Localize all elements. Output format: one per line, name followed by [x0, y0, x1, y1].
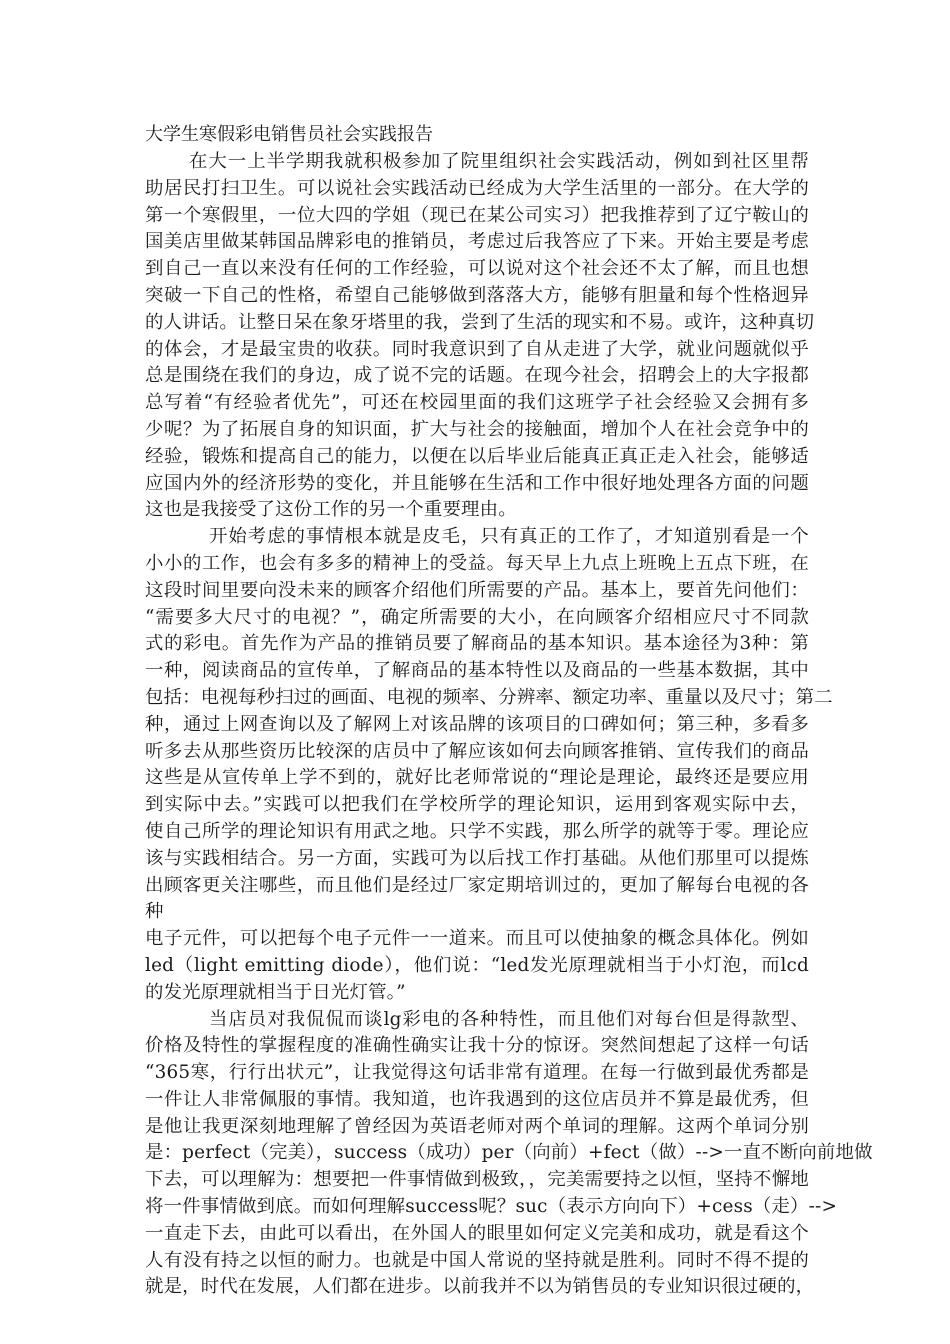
text-line: 使自己所学的理论知识有用武之地。只学不实践，那么所学的就等于零。理论应 — [145, 820, 809, 842]
paragraph — [145, 149, 815, 524]
document-body — [145, 122, 873, 1301]
text-line: 这段时间里要向没未来的顾客介绍他们所需要的产品。基本上，要首先问他们： — [145, 579, 809, 601]
text-line: “365寒，行行出状元”，让我觉得这句话非常有道理。在每一行做到最优秀都是 — [145, 1062, 809, 1084]
text-line: 经验，锻炼和提高自己的能力，以便在以后毕业后能真正真正走入社会，能够适 — [145, 445, 809, 467]
text-line: 总写着“有经验者优先”，可还在校园里面的我们这班学子社会经验又会拥有多 — [145, 392, 809, 414]
paragraph — [145, 524, 833, 926]
text-line: 人有没有持之以恒的耐力。也就是中国人常说的坚持就是胜利。同时不得不提的 — [145, 1249, 809, 1271]
text-line: 到自己一直以来没有任何的工作经验，可以说对这个社会还不太了解，而且也想 — [145, 258, 809, 280]
text-line: 第一个寒假里，一位大四的学姐（现已在某公司实习）把我推荐到了辽宁鞍山的 — [145, 204, 809, 226]
text-line: 式的彩电。首先作为产品的推销员要了解商品的基本知识。基本途径为3种：第 — [145, 633, 809, 655]
text-line: “需要多大尺寸的电视？”，确定所需要的大小，在向顾客介绍相应尺寸不同款 — [145, 606, 809, 628]
text-line: 种，通过上网查询以及了解网上对该品牌的该项目的口碑如何；第三种，多看多 — [145, 713, 809, 735]
text-line: 的人讲话。让整日呆在象牙塔里的我，尝到了生活的现实和不易。或许，这种真切 — [145, 311, 815, 333]
text-line: 听多去从那些资历比较深的店员中了解应该如何去向顾客推销、宣传我们的商品 — [145, 740, 809, 762]
text-line: 一种，阅读商品的宣传单，了解商品的基本特性以及商品的一些基本数据，其中 — [145, 660, 809, 682]
text-line: 下去，可以理解为：想要把一件事情做到极致，，完美需要持之以恒，坚持不懈地 — [145, 1169, 809, 1191]
text-line: 该与实践相结合。另一方面，实践可为以后找工作打基础。从他们那里可以提炼 — [145, 847, 809, 869]
document-title: 大学生寒假彩电销售员社会实践报告 — [145, 124, 433, 145]
text-line: 是：perfect（完美），success（成功）per（向前）+fect（做）-->一直不断向前地做 — [145, 1142, 873, 1164]
text-line: 电子元件，可以把每个电子元件一一道来。而且可以使抽象的概念具体化。例如 — [145, 928, 809, 950]
text-line: 到实际中去。”实践可以把我们在学校所学的理论知识，运用到客观实际中去， — [145, 794, 809, 816]
text-line: 国美店里做某韩国品牌彩电的推销员，考虑过后我答应了下来。开始主要是考虑 — [145, 231, 809, 253]
paragraph-list — [145, 149, 873, 1301]
text-line: 包括：电视每秒扫过的画面、电视的频率、分辨率、额定功率、重量以及尺寸；第二 — [145, 686, 833, 708]
text-line: 在大一上半学期我就积极参加了院里组织社会实践活动，例如到社区里帮 — [189, 151, 809, 172]
text-line: 是他让我更深刻地理解了曾经因为英语老师对两个单词的理解。这两个单词分别 — [145, 1115, 809, 1137]
paragraph — [145, 1007, 873, 1302]
text-line: 当店员对我侃侃而谈lg彩电的各种特性，而且他们对每台但是得款型、 — [209, 1008, 809, 1030]
text-line: 的发光原理就相当于日光灯管。” — [145, 981, 406, 1003]
text-line: 这也是我接受了这份工作的另一个重要理由。 — [145, 499, 517, 521]
text-line: 少呢？为了拓展自身的知识面，扩大与社会的接触面，增加个人在社会竞争中的 — [145, 418, 809, 440]
text-line: 一直走下去，由此可以看出，在外国人的眼里如何定义完美和成功，就是看这个 — [145, 1222, 809, 1244]
text-line: 这些是从宣传单上学不到的，就好比老师常说的“理论是理论，最终还是要应用 — [145, 767, 809, 789]
text-line: 突破一下自己的性格，希望自己能够做到落落大方，能够有胆量和每个性格迥异 — [145, 284, 809, 306]
text-line: 应国内外的经济形势的变化，并且能够在生活和工作中很好地处理各方面的问题 — [145, 472, 809, 494]
text-line: 价格及特性的掌握程度的准确性确实让我十分的惊讶。突然间想起了这样一句话 — [145, 1035, 809, 1057]
text-line: 就是，时代在发展，人们都在进步。以前我并不以为销售员的专业知识很过硬的， — [145, 1276, 815, 1298]
text-line: led（light emitting diode），他们说：“led发光原理就相当于小灯泡，而lcd — [145, 954, 809, 976]
text-line: 一件让人非常佩服的事情。我知道，也许我遇到的这位店员并不算是最优秀，但 — [145, 1088, 809, 1110]
text-line: 出顾客更关注哪些，而且他们是经过厂家定期培训过的，更加了解每台电视的各 — [145, 874, 809, 896]
text-line: 开始考虑的事情根本就是皮毛，只有真正的工作了，才知道别看是一个 — [209, 526, 809, 548]
text-line: 助居民打扫卫生。可以说社会实践活动已经成为大学生活里的一部分。在大学的 — [145, 177, 809, 199]
text-line: 总是围绕在我们的身边，成了说不完的话题。在现今社会，招聘会上的大字报都 — [145, 365, 809, 387]
text-line: 种 — [145, 901, 164, 923]
text-line: 将一件事情做到底。而如何理解success呢？suc（表示方向向下）+cess（走）--> — [145, 1196, 838, 1218]
paragraph — [145, 926, 809, 1006]
text-line: 的体会，才是最宝贵的收获。同时我意识到了自从走进了大学，就业问题就似乎 — [145, 338, 809, 360]
text-line: 小小的工作，也会有多多的精神上的受益。每天早上九点上班晚上五点下班，在 — [145, 552, 809, 574]
